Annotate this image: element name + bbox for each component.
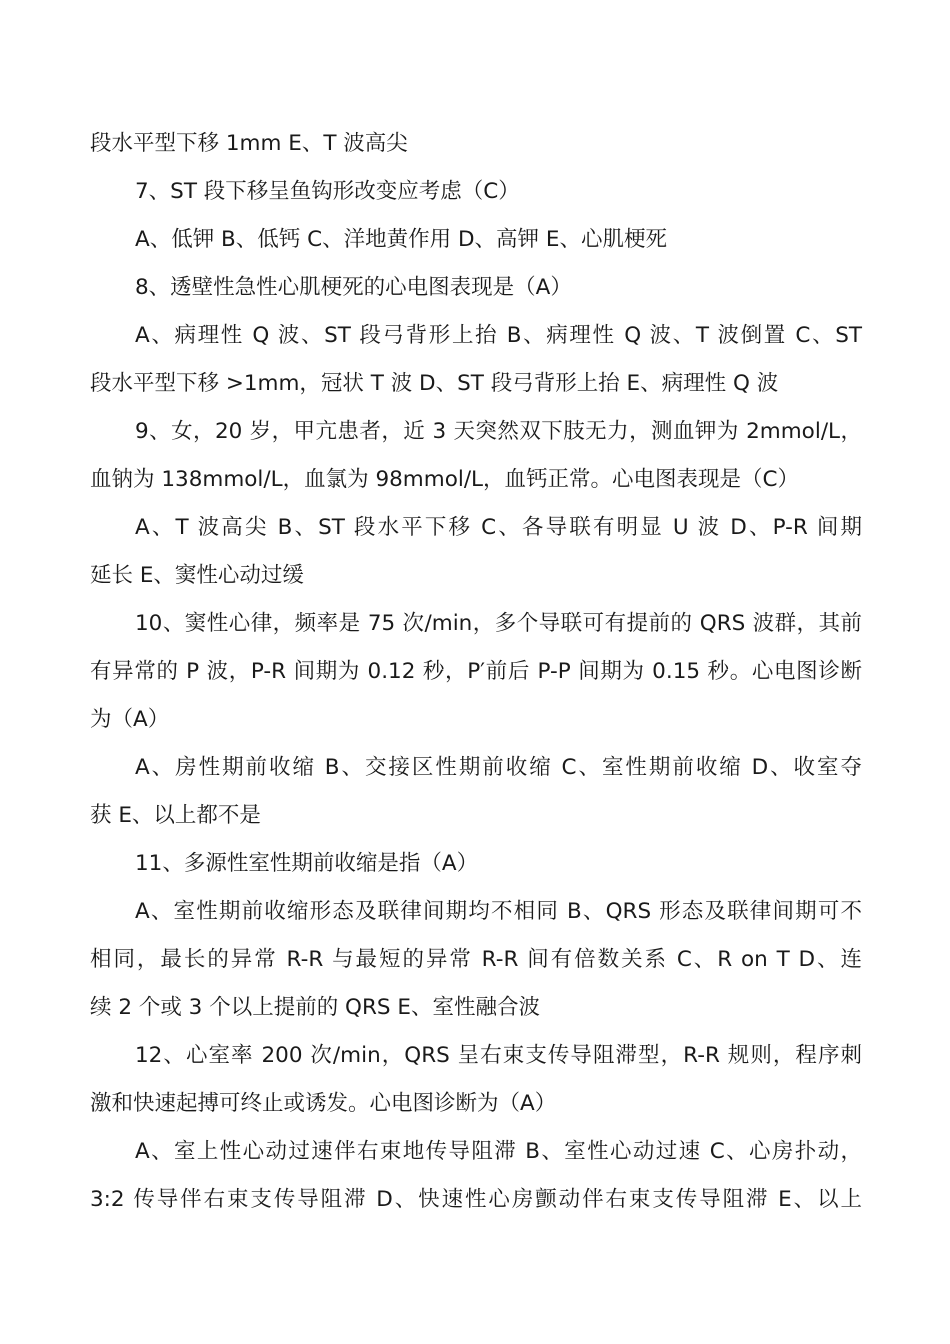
text-line: A、T 波高尖 B、ST 段水平下移 C、各导联有明显 U 波 D、P-R 间期 [135,515,862,540]
document-page [90,120,862,1224]
text-line: 3:2 传导伴右束支传导阻滞 D、快速性心房颤动伴右束支传导阻滞 E、以上 [90,1187,862,1212]
text-line: 7、ST 段下移呈鱼钩形改变应考虑（C） [135,179,520,204]
text-line: 延长 E、窦性心动过缓 [90,563,304,588]
text-line: A、房性期前收缩 B、交接区性期前收缩 C、室性期前收缩 D、收室夺 [135,755,862,780]
text-line: 激和快速起搏可终止或诱发。心电图诊断为（A） [90,1091,557,1116]
text-line: 血钠为 138mmol/L，血氯为 98mmol/L，血钙正常。心电图表现是（C） [90,467,800,492]
text-line: 有异常的 P 波，P-R 间期为 0.12 秒，P′前后 P-P 间期为 0.15 秒。心电图诊断 [90,659,862,684]
text-line: 段水平型下移 >1mm，冠状 T 波 D、ST 段弓背形上抬 E、病理性 Q 波 [90,371,779,396]
text-line: A、病理性 Q 波、ST 段弓背形上抬 B、病理性 Q 波、T 波倒置 C、ST [135,323,862,348]
text-line: 8、透壁性急性心肌梗死的心电图表现是（A） [135,275,572,300]
text-line: A、室上性心动过速伴右束地传导阻滞 B、室性心动过速 C、心房扑动， [135,1139,862,1164]
text-line: 12、心室率 200 次/min，QRS 呈右束支传导阻滞型，R-R 规则，程序刺 [135,1043,862,1068]
text-line: 续 2 个或 3 个以上提前的 QRS E、室性融合波 [90,995,540,1020]
text-line: A、室性期前收缩形态及联律间期均不相同 B、QRS 形态及联律间期可不 [135,899,862,924]
text-line: 为（A） [90,707,170,732]
text-line: 获 E、以上都不是 [90,803,261,828]
text-line: 9、女，20 岁，甲亢患者，近 3 天突然双下肢无力，测血钾为 2mmol/L， [135,419,862,444]
text-line: A、低钾 B、低钙 C、洋地黄作用 D、高钾 E、心肌梗死 [135,227,667,252]
text-line: 相同，最长的异常 R-R 与最短的异常 R-R 间有倍数关系 C、R on T D、连 [90,947,862,972]
text-line: 11、多源性室性期前收缩是指（A） [135,851,479,876]
text-line: 10、窦性心律，频率是 75 次/min，多个导联可有提前的 QRS 波群，其前 [135,611,862,636]
text-line: 段水平型下移 1mm E、T 波高尖 [90,131,408,156]
